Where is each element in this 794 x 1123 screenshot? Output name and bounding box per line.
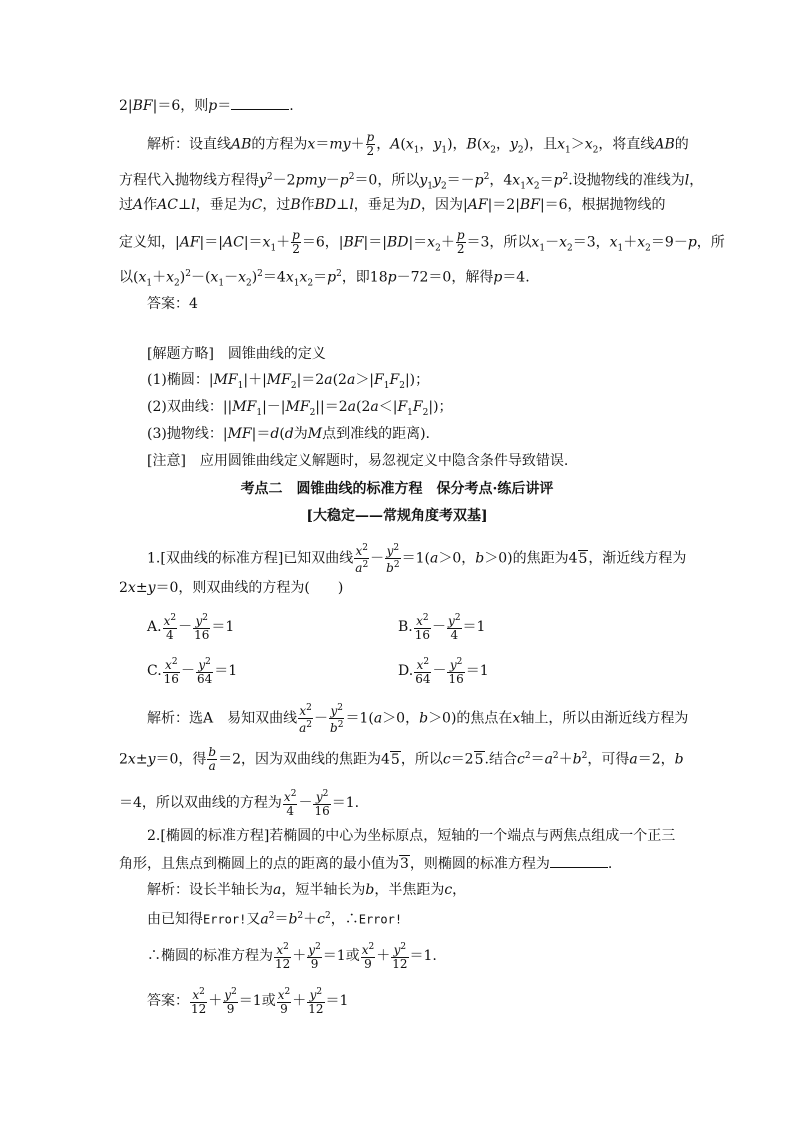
q1-option-c[interactable]: C. $\frac{x^2}{16}$ － $\frac{y^2}{64}$ ＝1: [147, 657, 238, 686]
method-hyperbola: (2)双曲线：$||MF_1|-|MF_2||=2a(2a<|F_1F_2|)$；: [147, 399, 453, 418]
solution-line-3: 过A作AC⊥l，垂足为C，过B作BD⊥l，垂足为D，因为|AF|＝2|BF|＝6，根据抛物线的: [119, 197, 666, 213]
method-parabola: (3)抛物线：|MF|＝d(d为M点到准线的距离).: [147, 426, 431, 442]
solution-line-1: 解析：设直线AB的方程为x＝my＋ $\frac{p}{2}$ ，$A(x_1$，$y_1$)，$B(x_2$，$y_2$)，且$x_1>x_2$，将直线AB的: [147, 130, 689, 158]
method-note: [注意] 应用圆锥曲线定义解题时，易忽视定义中隐含条件导致错误.: [147, 453, 569, 469]
q1-solution-1: 解析：选A 易知双曲线 $\frac{x^2}{a^2}$ － $\frac{y^2}{b^2}$ ＝1(a＞0，b＞0)的焦点在x轴上，所以由渐近线方程为: [147, 703, 689, 735]
answer-blank: [231, 97, 289, 110]
q1-option-d[interactable]: D. $\frac{x^2}{64}$ － $\frac{y^2}{16}$ ＝1: [398, 657, 489, 686]
section-title: 考点二 圆锥曲线的标准方程 保分考点·练后讲评: [240, 481, 554, 497]
q1-solution-2: 2x±y＝0，得 $\frac{b}{a}$ ＝2，因为双曲线的焦距为45，所以c＝25.结合$c^2=a^2+b^2$，可得a＝2，b: [119, 745, 684, 774]
solution-line-5: 以$(x_1+x_2)^2-(x_1-x_2)^2=4x_1x_2=p^2$，即18p－72＝0，解得p＝4.: [119, 269, 530, 289]
q1-option-b[interactable]: B. $\frac{x^2}{16}$ － $\frac{y^2}{4}$ ＝1: [398, 613, 486, 642]
q2-stem-1: 2.[椭圆的标准方程]若椭圆的中心为坐标原点，短轴的一个端点与两焦点组成一个正三: [147, 828, 676, 844]
q2-solution-3: ∴椭圆的标准方程为 $\frac{x^2}{12}$ ＋ $\frac{y^2}{9}$ ＝1或 $\frac{x^2}{9}$ ＋ $\frac{y^2}{12}$ ＝1.: [147, 942, 437, 971]
method-ellipse: (1)椭圆：$|MF_1|+|MF_2|=2a(2a>|F_1F_2|)$；: [147, 372, 430, 391]
q2-solution-1: 解析：设长半轴长为a，短半轴长为b，半焦距为c，: [147, 882, 467, 898]
q1-solution-3: ＝4，所以双曲线的方程为 $\frac{x^2}{4}$ － $\frac{y^2}{16}$ ＝1.: [119, 789, 360, 818]
q2-solution-2: 由已知得Error!又$a^2=b^2+c^2$，∴Error!: [147, 911, 403, 928]
question-end-line: 2|BF|＝6，则p＝ .: [119, 98, 294, 114]
method-title: [解题方略] 圆锥曲线的定义: [147, 346, 326, 362]
q1-option-a[interactable]: A. $\frac{x^2}{4}$ － $\frac{y^2}{16}$ ＝1: [147, 613, 235, 642]
q2-stem-2: 角形，且焦点到椭圆上的点的距离的最小值为3，则椭圆的标准方程为 .: [119, 856, 613, 872]
solution-line-2: 方程代入抛物线方程得$y^2-2pmy-p^2=0$，所以$y_1y_2=-p^2$，$4x_1x_2=p^2$.设抛物线的准线为l，: [119, 172, 704, 192]
solution-line-4: 定义知，$|AF|=|AC|=x_1+$ $\frac{p}{2}$ ＝6，$|BF|=|BD|=x_2+$ $\frac{p}{2}$ ＝3，所以$x_1-x_2=3$，$x_1+x_2=9-p$，所: [119, 228, 725, 256]
section-subtitle: [大稳定——常规角度考双基]: [306, 508, 488, 524]
answer-1: 答案：4: [147, 296, 198, 312]
answer-2: 答案： $\frac{x^2}{12}$ ＋ $\frac{y^2}{9}$ ＝1或 $\frac{x^2}{9}$ ＋ $\frac{y^2}{12}$ ＝1: [147, 987, 349, 1016]
q1-stem-1: 1.[双曲线的标准方程]已知双曲线 $\frac{x^2}{a^2}$ － $\frac{y^2}{b^2}$ ＝1(a＞0，b＞0)的焦距为45，渐近线方程为: [147, 543, 687, 575]
q1-stem-2: 2x±y＝0，则双曲线的方程为( ): [119, 580, 344, 596]
answer-blank-2: [550, 855, 608, 868]
